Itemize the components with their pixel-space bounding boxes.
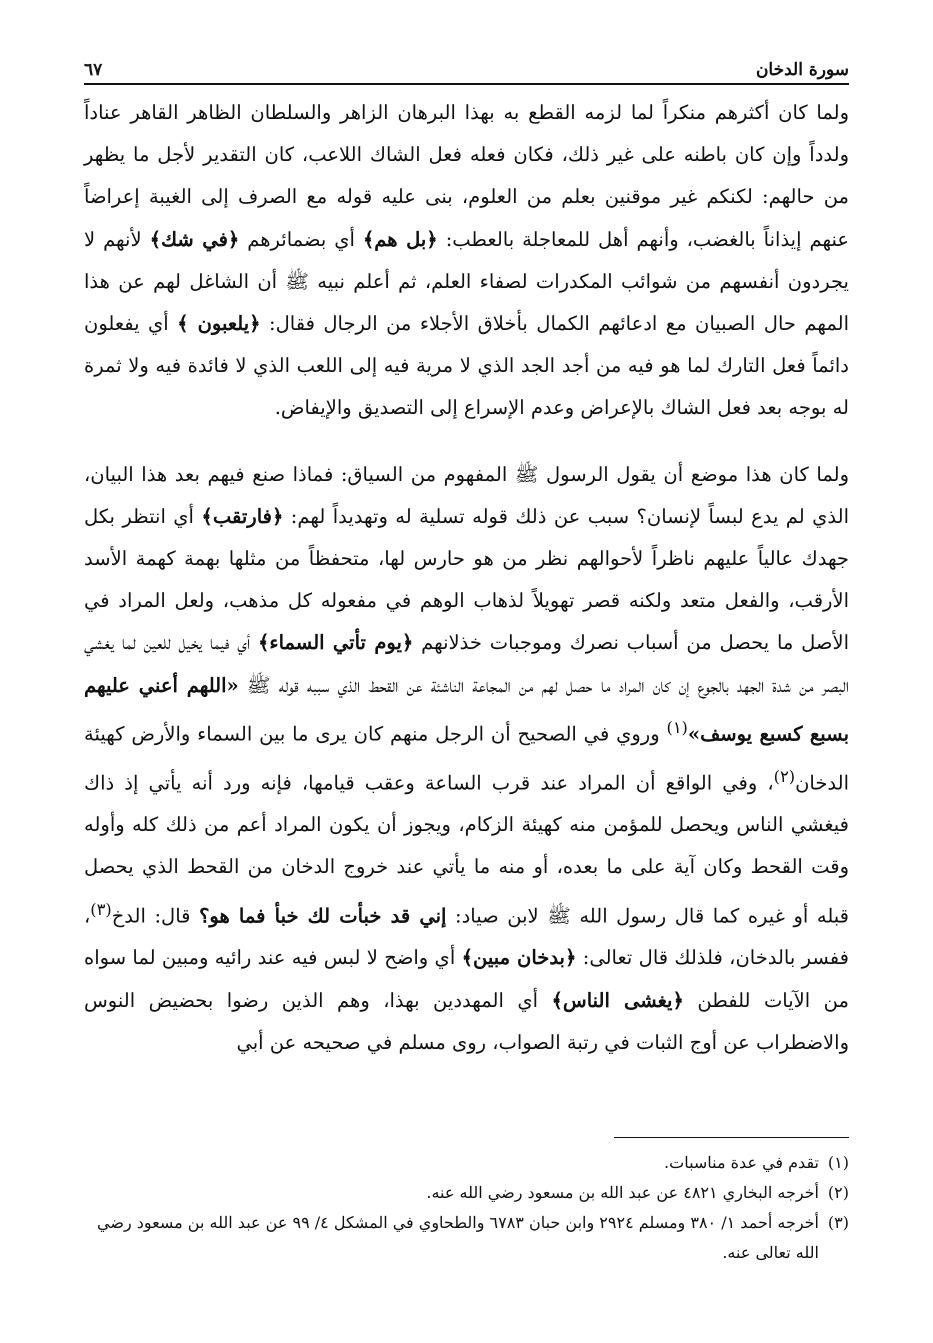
text-run: ، وفي الواقع أن المراد عند قرب الساعة وعقب قيامها، فإنه ورد أنه يأتي إذ ذاك فيغشي الناس ويحصل للمؤمن منه كهيئة الزكام، ويجوز أن يكون المراد أعم من ذلك كله وأوله وقت القحط وكان آية على ما بعده، أو منه ما يأتي عند خروج الدخان من القحط الذي يحصل قبله أو غيره كما قال رسول الله ﷺ لابن صياد:	[84, 771, 849, 928]
quoted-text: ﴿بل هم﴾	[362, 227, 438, 251]
quoted-text: ﴿يوم تأتي السماء﴾	[257, 631, 414, 655]
quoted-text: إني قد خبأت لك خبأ فما هو؟	[199, 904, 447, 928]
text-run: أي انتظر بكل جهدك عالياً عليهم ناظراً لأحوالهم نظر من هو حارس لها، متحفظاً من مثلها بهمة كهمة الأسد الأرقب، والفعل متعد ولكنه قصر تهويلاً لذهاب الوهم في مفعوله كل مذهب، ولعل المراد في الأصل ما يحصل من أسباب نصرك وموجبات خذلانهم	[84, 504, 849, 655]
footnote-number: (١)	[827, 1153, 849, 1172]
text-run: وروي في الصحيح أن الرجل منهم كان يرى ما بين السماء والأرض كهيئة الدخان	[84, 722, 849, 795]
text-run: أي المهددين بهذا، وهم الذين رضوا بحضيض النوس والاضطراب عن أوج الثبات في رتبة الصواب، روى مسلم في صحيحه عن أبي	[84, 988, 849, 1054]
paragraph-2	[84, 454, 849, 1064]
footnote-text: أخرجه أحمد ١/ ٣٨٠ ومسلم ٢٩٢٤ وابن حبان ٦٧٨٣ والطحاوي في المشكل ٤/ ٩٩ عن عبد الله بن مسعود رضي الله تعالى عنه.	[97, 1213, 819, 1262]
footnote-item	[84, 1178, 849, 1208]
text-run: لأنهم لا يجردون أنفسهم من شوائب المكدرات لصفاء العلم، ثم أعلم نبيه ﷺ أن الشاغل لهم عن هذا المهم حال الصبيان مع ادعائهم الكمال بأخلاق الأجلاء من الرجال فقال:	[84, 227, 849, 336]
main-text	[84, 92, 849, 1064]
page-number: ٦٧	[84, 60, 103, 80]
footnote-number: (٢)	[827, 1183, 849, 1202]
footnote-text: تقدم في عدة مناسبات.	[664, 1153, 819, 1172]
header-rule	[84, 83, 849, 85]
footnote-ref: (٣)	[90, 899, 112, 919]
quoted-text: «اللهم أعني عليهم بسبع كسبع يوسف»	[84, 673, 849, 746]
text-run: أي فيما يخيل للعين لما يغشي البصر من شدة الجهد بالجوع إن كان المراد ما حصل لهم من المجاعة الناشئة عن القحط الذي سببه قوله ﷺ	[84, 631, 849, 697]
footnote-ref: (٢)	[773, 766, 796, 786]
quoted-text: ﴿فارتقب﴾	[201, 504, 284, 528]
footnote-separator	[614, 1137, 849, 1138]
quoted-text: ﴿يلعبون ﴾	[177, 312, 261, 336]
footnote-item	[84, 1208, 849, 1268]
footnote-number: (٣)	[827, 1213, 849, 1232]
surah-title: سورة الدخان	[755, 60, 849, 80]
text-run: ، ففسر بالدخان، فلذلك قال تعالى:	[84, 904, 849, 970]
text-run: أي يفعلون دائماً فعل التارك لما هو فيه من أجد الجد الذي لا مرية فيه إلى اللعب الذي لا فائدة فيه ولا ثمرة له بوجه بعد فعل الشاك بالإعراض وعدم الإسراع إلى التصديق والإيفاض.	[84, 312, 849, 420]
text-run: ولما كان أكثرهم منكراً لما لزمه القطع به بهذا البرهان الزاهر والسلطان الظاهر القاهر عناداً ولدداً وإن كان باطنه على غير ذلك، فكان فعله فعل الشاك اللاعب، كان التقدير لأجل ما يظهر من حالهم: لكنكم غير موقنين بعلم من العلوم، بنى عليه قوله مع الصرف إلى الغيبة إعراضاً عنهم إيذاناً بالغضب، وأنهم أهل للمعاجلة بالعطب:	[84, 101, 849, 251]
quoted-text: ﴿في شك﴾	[149, 227, 240, 251]
quoted-text: ﴿يغشى الناس﴾	[551, 988, 684, 1012]
page-header	[84, 40, 849, 80]
footnote-text: أخرجه البخاري ٤٨٢١ عن عبد الله بن مسعود رضي الله عنه.	[426, 1183, 819, 1202]
text-run: أي بضمائرهم	[239, 227, 363, 251]
text-run: أي واضح لا لبس فيه عند رائيه ومبين لما سواه من الآيات للفطن	[84, 946, 849, 1012]
footnotes	[84, 1148, 849, 1268]
footnote-ref: (١)	[666, 717, 688, 737]
text-run: قال: الدخ	[111, 904, 200, 928]
quoted-text: ﴿بدخان مبين﴾	[461, 946, 577, 970]
text-run: ولما كان هذا موضع أن يقول الرسول ﷺ المفهوم من السياق: فماذا صنع فيهم بعد هذا البيان، الذي لم يدع لبساً لإنسان؟ سبب عن ذلك قوله تسلية له وتهديداً لهم:	[84, 462, 849, 528]
paragraph-1	[84, 92, 849, 430]
footnote-item	[84, 1148, 849, 1178]
